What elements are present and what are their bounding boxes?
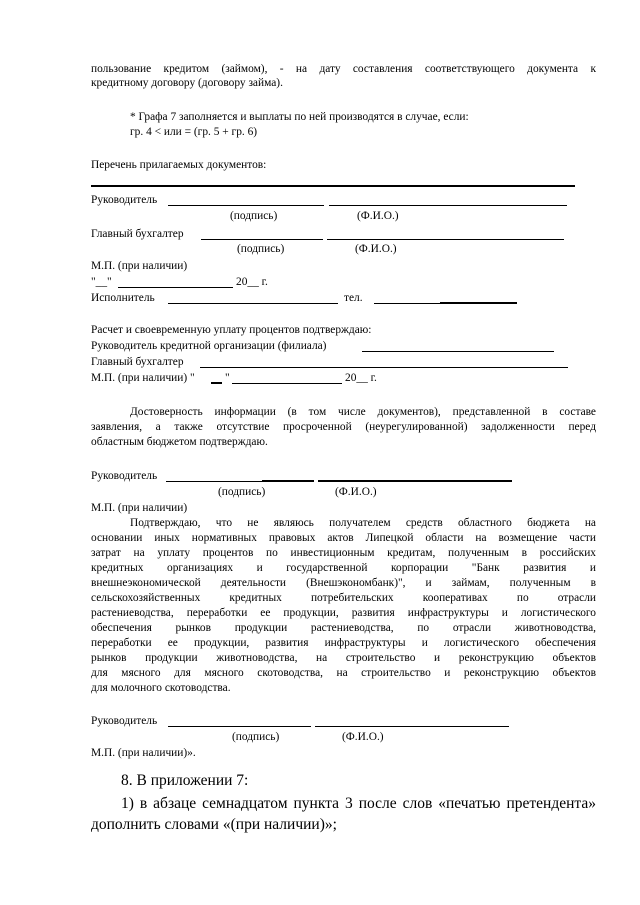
head-signature-line-bold [262,480,314,482]
declaration-line: для мясного для мясного скотоводства, на строительство и реконструкцию объектов [91,667,596,679]
bank-date-quote: " [225,372,230,384]
date-year: 20__ г. [236,276,268,288]
footnote-line-2: гр. 4 < или = (гр. 5 + гр. 6) [130,126,258,138]
intro-line-2: кредитному договору (договору займа). [91,77,283,89]
accountant-signature-line [201,239,323,240]
reliability-line-3: областным бюджетом подтверждаю. [91,436,268,448]
name-caption: (Ф.И.О.) [357,210,399,222]
declaration-line: для молочного скотоводства. [91,682,231,694]
declaration-line: кредитных организациях и государственной корпорации "Банк развития и [91,562,596,574]
interest-confirm-label: Расчет и своевременную уплату процентов подтверждаю: [91,324,372,336]
declaration-line: растениеводства, переработки ее продукции, развития инфраструктуры и логистического [91,607,596,619]
declaration-line: затрат на уплату процентов по инвестиционным кредитам, полученным в российских [91,547,596,559]
stamp-label: М.П. (при наличии) [91,260,188,272]
declaration-line: Подтверждаю, что не являюсь получателем средств областного бюджета на [130,517,596,529]
name-caption: (Ф.И.О.) [355,243,397,255]
bank-month-line [232,383,342,384]
name-caption: (Ф.И.О.) [342,731,384,743]
declaration-line: рынков продукции животноводства, на строительство и реконструкцию объектов [91,652,596,664]
name-caption: (Ф.И.О.) [335,486,377,498]
amendment-line-1: 1) в абзаце семнадцатом пункта 3 после слов «печатью претендента» [121,795,596,812]
declaration-line: сельскохозяйственных кредитных потребительских кооперативах по отрасли [91,592,596,604]
stamp-label: М.П. (при наличии)». [91,747,196,759]
signature-caption: (подпись) [237,243,285,255]
accountant-name-line [327,239,564,240]
head-label: Руководитель [91,194,158,206]
bank-head-line [362,351,554,352]
stamp-label: М.П. (при наличии) [91,502,188,514]
bank-date-year: 20__ г. [345,372,377,384]
amendment-heading: 8. В приложении 7: [121,772,249,789]
phone-line [374,303,440,304]
attachments-label: Перечень прилагаемых документов: [91,159,267,171]
bank-day-line [211,382,222,384]
signature-caption: (подпись) [218,486,266,498]
executor-label: Исполнитель [91,292,155,304]
head-name-line [315,726,509,727]
intro-line-1: пользование кредитом (займом), - на дату составления соответствующего документа к [91,63,596,75]
phone-label: тел. [344,292,363,304]
reliability-line-1: Достоверность информации (в том числе документов), представленной в составе [130,406,596,418]
signature-caption: (подпись) [232,731,280,743]
amendment-line-2: дополнить словами «(при наличии)»; [91,816,337,833]
head-signature-line [168,205,324,206]
attachments-line [91,185,575,187]
signature-caption: (подпись) [230,210,278,222]
footnote-line-1: * Графа 7 заполняется и выплаты по ней производятся в случае, если: [130,111,469,123]
date-day: "__" [91,276,112,288]
bank-head-label: Руководитель кредитной организации (филиала) [91,340,327,352]
head-name-line [318,480,512,482]
head-label: Руководитель [91,470,158,482]
bank-accountant-line [200,367,568,368]
accountant-label: Главный бухгалтер [91,228,184,240]
head-signature-line [168,726,311,727]
head-name-line [329,205,567,206]
bank-accountant-label: Главный бухгалтер [91,356,184,368]
executor-line [168,303,338,304]
reliability-line-2: заявления, а также отсутствие просроченной (неурегулированной) задолженности перед [91,421,596,433]
declaration-line: основании иных нормативных правовых актов Липецкой области на возмещение части [91,532,596,544]
date-month-line [118,287,233,288]
head-signature-line [166,481,262,482]
declaration-line: переработки ее продукции, развития инфраструктуры и логистического обеспечения [91,637,596,649]
declaration-line: внешнеэкономической деятельности (Внешэкономбанк)", и займам, полученным в [91,577,596,589]
phone-line-bold [440,302,517,304]
declaration-line: обеспечения рынков продукции растениеводства, по отрасли животноводства, [91,622,596,634]
bank-stamp-date: М.П. (при наличии) " [91,372,195,384]
head-label: Руководитель [91,715,158,727]
